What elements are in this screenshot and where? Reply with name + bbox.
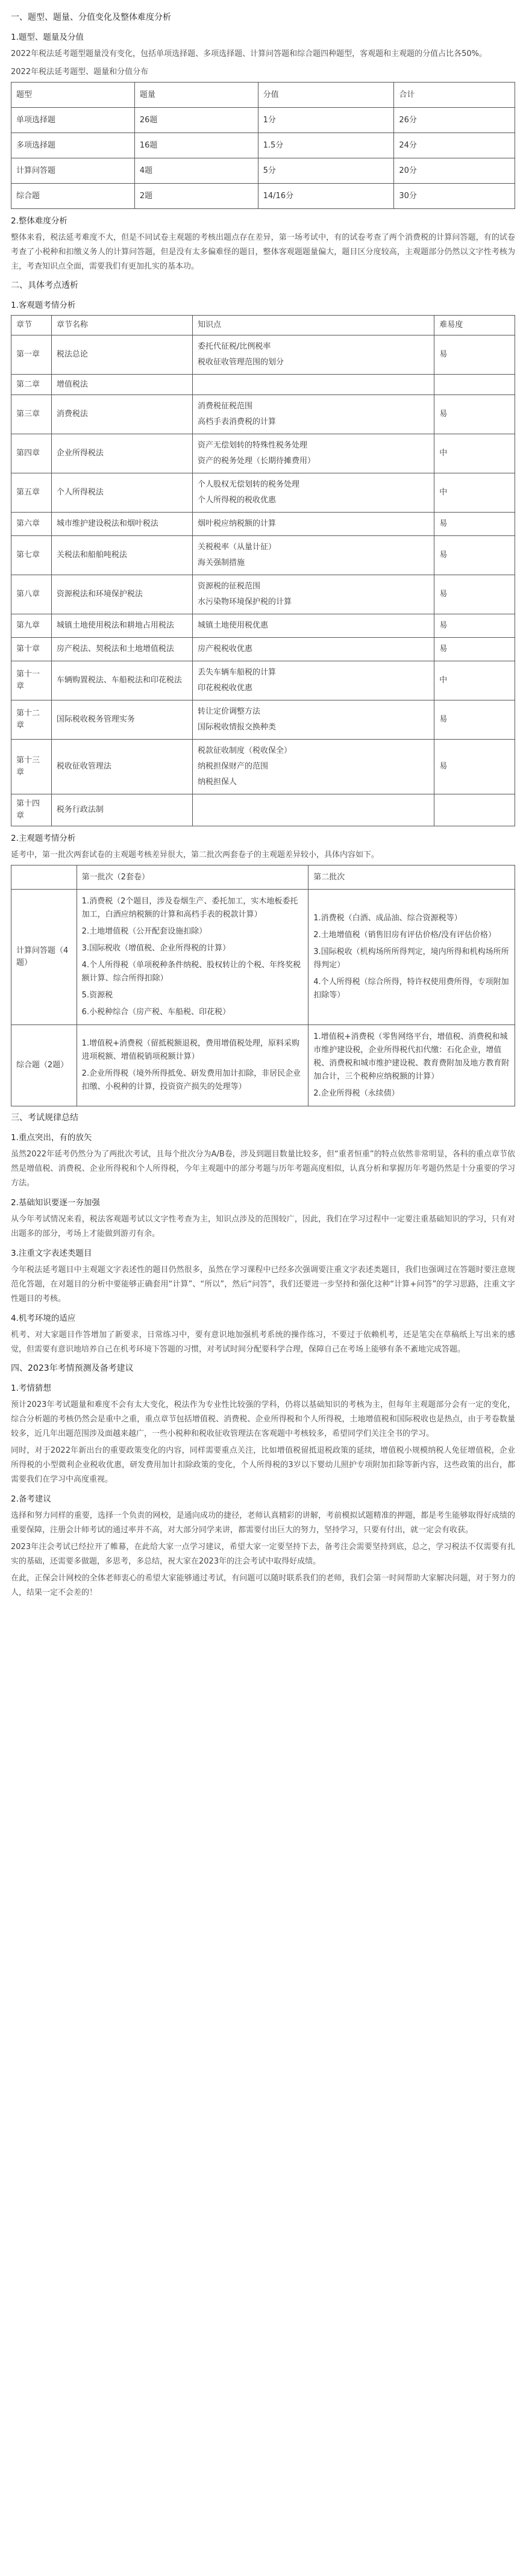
- section3-item-heading: 2.基础知识要逐一夯加强: [11, 1198, 100, 1208]
- question-detail-item: 4.个人所得税（单项税种条件纳税、股权转让的个税、年终奖税额计算、综合所得扣除）: [81, 961, 301, 983]
- question-detail-cell: [77, 890, 308, 1025]
- section3-body: [11, 1131, 515, 1357]
- chapter-name-cell: 个人所得税法: [51, 473, 192, 513]
- difficulty-cell: 中: [434, 473, 515, 513]
- chapter-name-cell: 房产税法、契税法和土地增值税法: [51, 638, 192, 661]
- table-header-row: [11, 865, 515, 890]
- knowledge-point: 转让定价调整方法: [197, 707, 260, 716]
- section3-item-paragraph: 虽然2022年延考仍然分为了两批次考试，且每个批次分为A/B卷，涉及到题目数量比较多，但“重者恒重”的特点依然非常明显，各科的重点章节依然是增值税、消费税、企业所得税和个人所得税，今年主观题中的部分考题与历年考题高度相似，认真分析和掌握历年考题仍然是十分重要的学习方法。: [11, 1150, 515, 1188]
- table-header-cell: 分值: [258, 83, 394, 108]
- table-row: [11, 108, 515, 133]
- question-type-cell: 计算问答题（4题）: [11, 890, 77, 1025]
- table-row: [11, 395, 515, 434]
- table-row: [11, 536, 515, 575]
- chapter-number-cell: 第七章: [11, 536, 52, 575]
- table-cell: 计算问答题: [11, 158, 135, 184]
- table-header-cell: 知识点: [192, 316, 434, 335]
- table-cell: 单项选择题: [11, 108, 135, 133]
- section3-item-paragraph: 今年税法延考题目中主观题文字表述性的题目仍然很多，虽然在学习课程中已经多次强调要注重文字表述类题目，我们也强调过在答题时要注意规范化答题，在对题目的分析中要能够正确套用“计算”、“所以”，然后“问答”，我们还要进一步坚持和强化这种“计算+问答”的学习思路，注重文字性题目的考核。: [11, 1265, 515, 1303]
- section4-item-paragraph: 预计2023年考试题量和难度不会有太大变化，税法作为专业性比较强的学科，仍将以基础知识的考核为主，但每年主观题部分会有一定的变化，综合分析题的考核仍然会是重中之重，重点章节包括增值税、消费税、企业所得税和个人所得税，土地增值税和国际税收也是热点，由于考卷数量较多，近几年出题范围涉及面越来越广，一些小税种和税收征收管理法在客观题中考核较多，希望同学们关注全书的学习。: [11, 1400, 515, 1438]
- knowledge-point: 房产税税收优惠: [197, 644, 252, 653]
- knowledge-point-cell: [192, 700, 434, 740]
- question-detail-cell: [308, 890, 515, 1025]
- chapter-name-cell: 增值税法: [51, 375, 192, 395]
- table-header-cell: 难易度: [434, 316, 515, 335]
- table-header-row: [11, 83, 515, 108]
- question-detail-item: 1.增值税+消费税（零售网络平台，增值税、消费税和城市维护建设税，企业所得税代扣代缴：石化企业，增值税、消费税和城市维护建设税、教育费附加及地方教育附加合计，三个税种应纳税额的计算）: [313, 1032, 510, 1081]
- table-header-cell: 章节: [11, 316, 52, 335]
- table-row: [11, 133, 515, 158]
- difficulty-cell: 易: [434, 335, 515, 375]
- table-header-cell: 题量: [134, 83, 258, 108]
- table-cell: 14/16分: [258, 184, 394, 209]
- question-detail-item: 2.企业所得税（境外所得抵免、研发费用加计扣除，非居民企业扣缴、小税种的计算，投资资产损失的处理等）: [81, 1069, 301, 1091]
- section2-title: 二、具体考点透析: [11, 281, 78, 290]
- chapter-number-cell: 第四章: [11, 434, 52, 473]
- difficulty-cell: 中: [434, 434, 515, 473]
- table-row: [11, 434, 515, 473]
- knowledge-point-cell: [192, 661, 434, 700]
- question-detail-cell: [308, 1025, 515, 1106]
- section3-item-heading: 1.重点突出，有的放矢: [11, 1133, 92, 1143]
- question-type-cell: 综合题（2题）: [11, 1025, 77, 1106]
- section1-sub1: 1.题型、题量及分值: [11, 33, 84, 42]
- section3-item-paragraph: 从今年考试情况来看，税法客观题考试以文字性考查为主，知识点涉及的范围较广，因此，我们在学习过程中一定要注重基础知识的学习，只有对出题多的部分，考场上才能做到游刃有余。: [11, 1215, 515, 1238]
- table-cell: 多项选择题: [11, 133, 135, 158]
- section4-item-heading: 2.备考建议: [11, 1494, 51, 1504]
- knowledge-point: 关税税率（从量计征）: [197, 543, 276, 552]
- table-cell: 1分: [258, 108, 394, 133]
- chapter-number-cell: 第十三章: [11, 740, 52, 794]
- section3-title: 三、考试规律总结: [11, 1113, 78, 1123]
- knowledge-point-cell: [192, 794, 434, 826]
- section1-sub2: 2.整体难度分析: [11, 216, 67, 226]
- difficulty-cell: 易: [434, 513, 515, 536]
- table-row: [11, 575, 515, 614]
- chapter-name-cell: 企业所得税法: [51, 434, 192, 473]
- table-row: [11, 513, 515, 536]
- table-row: [11, 638, 515, 661]
- table-cell: 综合题: [11, 184, 135, 209]
- table-cell: 2题: [134, 184, 258, 209]
- chapter-number-cell: 第二章: [11, 375, 52, 395]
- knowledge-point-cell: [192, 395, 434, 434]
- knowledge-point-cell: [192, 614, 434, 638]
- chapter-number-cell: 第十二章: [11, 700, 52, 740]
- question-detail-item: 5.资源税: [81, 991, 113, 1000]
- knowledge-point: 税收征收管理范围的划分: [197, 358, 284, 367]
- knowledge-point-cell: [192, 473, 434, 513]
- knowledge-point: 资产的税务处理（长期待摊费用）: [197, 457, 315, 466]
- knowledge-point: 委托代征税/比例税率: [197, 342, 271, 351]
- chapter-number-cell: 第六章: [11, 513, 52, 536]
- section4-item-paragraph: 同时，对于2022年新出台的重要政策变化的内容，同样需要重点关注，比如增值税留抵退税政策的延续，增值税小规模纳税人免征增值税，企业所得税的小型微利企业税收优惠，研发费用加计扣除政策的变化，个人所得税的3岁以下婴幼儿照护专项附加扣除等新内容，这些政策的出台，都需要我们在学习中高度重视。: [11, 1446, 515, 1484]
- section1-intro: 2022年税法延考题型题量没有变化，包括单项选择题、多项选择题、计算问答题和综合题四种题型，客观题和主观题的分值占比各50%。: [11, 49, 487, 58]
- question-detail-item: 1.增值税+消费税（留抵税额退税，费用增值税处理，原料采购进项税额、增值税销项税额计算）: [81, 1039, 299, 1061]
- knowledge-point: 烟叶税应纳税额的计算: [197, 519, 276, 528]
- knowledge-point: 海关强制措施: [197, 558, 245, 567]
- knowledge-point-cell: [192, 536, 434, 575]
- section3-item-heading: 4.机考环境的适应: [11, 1314, 76, 1323]
- section4-item-paragraph: 2023年注会考试已经拉开了帷幕，在此给大家一点学习建议，希望大家一定要坚持下去，备考注会需要坚持到底，总之，学习税法不仅需要有扎实的基础，还需要多做题，多思考，多总结，祝大家在2023年的注会考试中取得好成绩。: [11, 1542, 515, 1566]
- section4-body: [11, 1381, 515, 1600]
- exam-structure-table: [11, 82, 515, 209]
- table-row: [11, 335, 515, 375]
- chapter-name-cell: 车辆购置税法、车船税法和印花税法: [51, 661, 192, 700]
- chapter-number-cell: 第八章: [11, 575, 52, 614]
- chapter-number-cell: 第十四章: [11, 794, 52, 826]
- table-header-cell: 第一批次（2套卷）: [77, 865, 308, 890]
- table-cell: 16题: [134, 133, 258, 158]
- knowledge-point-cell: [192, 375, 434, 395]
- knowledge-point: 资产无偿划转的特殊性税务处理: [197, 441, 307, 450]
- table-header-cell: 合计: [394, 83, 515, 108]
- knowledge-point: 个人所得税的税收优惠: [197, 496, 276, 505]
- table-cell: 4题: [134, 158, 258, 184]
- difficulty-cell: 易: [434, 740, 515, 794]
- chapter-number-cell: 第一章: [11, 335, 52, 375]
- section4-title: 四、2023年考情预测及备考建议: [11, 1364, 134, 1373]
- knowledge-point-cell: [192, 335, 434, 375]
- section4-item-paragraph: 在此，正保会计网校的全体老师衷心的希望大家能够通过考试，有问题可以随时联系我们的老师，我们会第一时间帮助大家解决问题，对于努力的人，结果一定不会差的！: [11, 1574, 515, 1597]
- table-cell: 1.5分: [258, 133, 394, 158]
- table-row: [11, 700, 515, 740]
- chapter-name-cell: 税务行政法制: [51, 794, 192, 826]
- question-detail-item: 1.消费税（白酒、成品油、综合资源税等）: [313, 914, 462, 923]
- question-detail-item: 2.企业所得税（永续债）: [313, 1089, 399, 1098]
- chapter-name-cell: 税法总论: [51, 335, 192, 375]
- difficulty-cell: 易: [434, 395, 515, 434]
- table-cell: 24分: [394, 133, 515, 158]
- question-detail-item: 2.土地增值税（销售旧房有评估价格/没有评估价格）: [313, 931, 496, 940]
- table-row: [11, 740, 515, 794]
- table-header-cell: 题型: [11, 83, 135, 108]
- knowledge-point: 纳税担保人: [197, 778, 237, 787]
- table-cell: 20分: [394, 158, 515, 184]
- knowledge-point: 消费税征税范围: [197, 402, 252, 411]
- table-cell: 5分: [258, 158, 394, 184]
- knowledge-point: 个人股权无偿划转的税务处理: [197, 480, 299, 489]
- chapter-name-cell: 资源税法和环境保护税法: [51, 575, 192, 614]
- question-detail-item: 3.国际税收（机构场所所得判定，境内所得和机构场所所得判定）: [313, 947, 509, 970]
- knowledge-point-cell: [192, 513, 434, 536]
- chapter-number-cell: 第三章: [11, 395, 52, 434]
- chapter-number-cell: 第十一章: [11, 661, 52, 700]
- knowledge-point: 纳税担保财产的范围: [197, 762, 268, 771]
- chapter-number-cell: 第五章: [11, 473, 52, 513]
- knowledge-point-cell: [192, 434, 434, 473]
- knowledge-point-cell: [192, 638, 434, 661]
- knowledge-point: 城镇土地使用税优惠: [197, 621, 268, 630]
- section2-sub1: 1.客观题考情分析: [11, 301, 76, 310]
- table-header-cell: [11, 865, 77, 890]
- knowledge-point: 高档手表消费税的计算: [197, 417, 276, 426]
- table1-caption: 2022年税法延考题型、题量和分值分布: [11, 67, 149, 76]
- knowledge-point: 印花税税收优惠: [197, 684, 252, 693]
- chapter-analysis-table: [11, 315, 515, 826]
- table-header-cell: 第二批次: [308, 865, 515, 890]
- table-row: [11, 1025, 515, 1106]
- chapter-name-cell: 城镇土地使用税法和耕地占用税法: [51, 614, 192, 638]
- knowledge-point-cell: [192, 740, 434, 794]
- chapter-number-cell: 第九章: [11, 614, 52, 638]
- knowledge-point: 水污染物环境保护税的计算: [197, 597, 292, 607]
- table-row: [11, 473, 515, 513]
- table-header-cell: 章节名称: [51, 316, 192, 335]
- table-header-row: [11, 316, 515, 335]
- question-detail-item: 3.国际税收（增值税、企业所得税的计算）: [81, 944, 231, 953]
- table-cell: 26分: [394, 108, 515, 133]
- chapter-name-cell: 城市维护建设税法和烟叶税法: [51, 513, 192, 536]
- table-row: [11, 158, 515, 184]
- table-row: [11, 184, 515, 209]
- section3-item-paragraph: 机考、对大家题目作答增加了新要求，日常练习中，要有意识地加强机考系统的操作练习，不要过于依赖机考，还是笔尖在草稿纸上写出来的感觉，但需要有意识地培养自己在机考环境下答题的习惯，对考试时间分配要科学合理，保障自己在考场上能够有条不紊地完成答题。: [11, 1330, 515, 1354]
- question-detail-item: 4.个人所得税（综合所得，特许权使用费所得，专项附加扣除等）: [313, 978, 509, 1000]
- knowledge-point: 丢失车辆车船税的计算: [197, 668, 276, 677]
- chapter-name-cell: 国际税收税务管理实务: [51, 700, 192, 740]
- difficulty-cell: 易: [434, 614, 515, 638]
- difficulty-cell: 易: [434, 575, 515, 614]
- difficulty-cell: 易: [434, 700, 515, 740]
- table-row: [11, 661, 515, 700]
- section4-item-heading: 1.考情猜想: [11, 1383, 51, 1393]
- knowledge-point-cell: [192, 575, 434, 614]
- table-row: [11, 614, 515, 638]
- subjective-question-table: [11, 865, 515, 1106]
- section1-difficulty: 整体来看，税法延考难度不大，但是不同试卷主观题的考核出题点存在差异，第一场考试中，有的试卷考查了两个消费税的计算问答题，有的试卷考查了小税种和扣缴义务人的计算问答题，但是没有太多偏难怪的题目，整体客观题题量偏大，题目区分度较高，主观题部分仍然以文字性考核为主，考查知识点全面，需要我们有更加扎实的基本功。: [11, 233, 515, 271]
- section4-item-paragraph: 选择和努力同样的重要，选择一个负责的网校，是通向成功的捷径，老师认真精彩的讲解，考前模拟试题精准的押题，都是考生能够取得好成绩的重要保障，注册会计师考试的通过率并不高，对大部分同学来讲，都需要付出巨大的努力，坚持学习，只要有付出，就一定会有收获。: [11, 1511, 515, 1535]
- table-row: [11, 890, 515, 1025]
- difficulty-cell: [434, 375, 515, 395]
- question-detail-item: 1.消费税（2个题目，涉及卷烟生产、委托加工，实木地板委托加工，白酒应纳税额的计算和高档手表的税款计算）: [81, 897, 298, 919]
- knowledge-point: 国际税收情报交换种类: [197, 723, 276, 732]
- difficulty-cell: 易: [434, 536, 515, 575]
- chapter-name-cell: 税收征收管理法: [51, 740, 192, 794]
- knowledge-point: 资源税的征税范围: [197, 582, 260, 591]
- section2-sub2-intro: 延考中，第一批次两套试卷的主观题考核差异很大，第二批次两套卷子的主观题差异较小，具体内容如下。: [11, 850, 380, 859]
- question-detail-cell: [77, 1025, 308, 1106]
- difficulty-cell: 易: [434, 638, 515, 661]
- table-row: [11, 375, 515, 395]
- section2-sub2: 2.主观题考情分析: [11, 834, 76, 843]
- question-detail-item: 2.土地增值税（公开配套设施扣除）: [81, 927, 207, 936]
- knowledge-point: 税款征收制度（税收保全）: [197, 746, 292, 755]
- table-cell: 26题: [134, 108, 258, 133]
- table-row: [11, 794, 515, 826]
- difficulty-cell: 中: [434, 661, 515, 700]
- section1-title: 一、题型、题量、分值变化及整体难度分析: [11, 13, 171, 22]
- chapter-name-cell: 消费税法: [51, 395, 192, 434]
- chapter-name-cell: 关税法和船舶吨税法: [51, 536, 192, 575]
- difficulty-cell: [434, 794, 515, 826]
- table-cell: 30分: [394, 184, 515, 209]
- question-detail-item: 6.小税种综合（房产税、车船税、印花税）: [81, 1008, 231, 1017]
- section3-item-heading: 3.注重文字表述类题目: [11, 1249, 92, 1258]
- chapter-number-cell: 第十章: [11, 638, 52, 661]
